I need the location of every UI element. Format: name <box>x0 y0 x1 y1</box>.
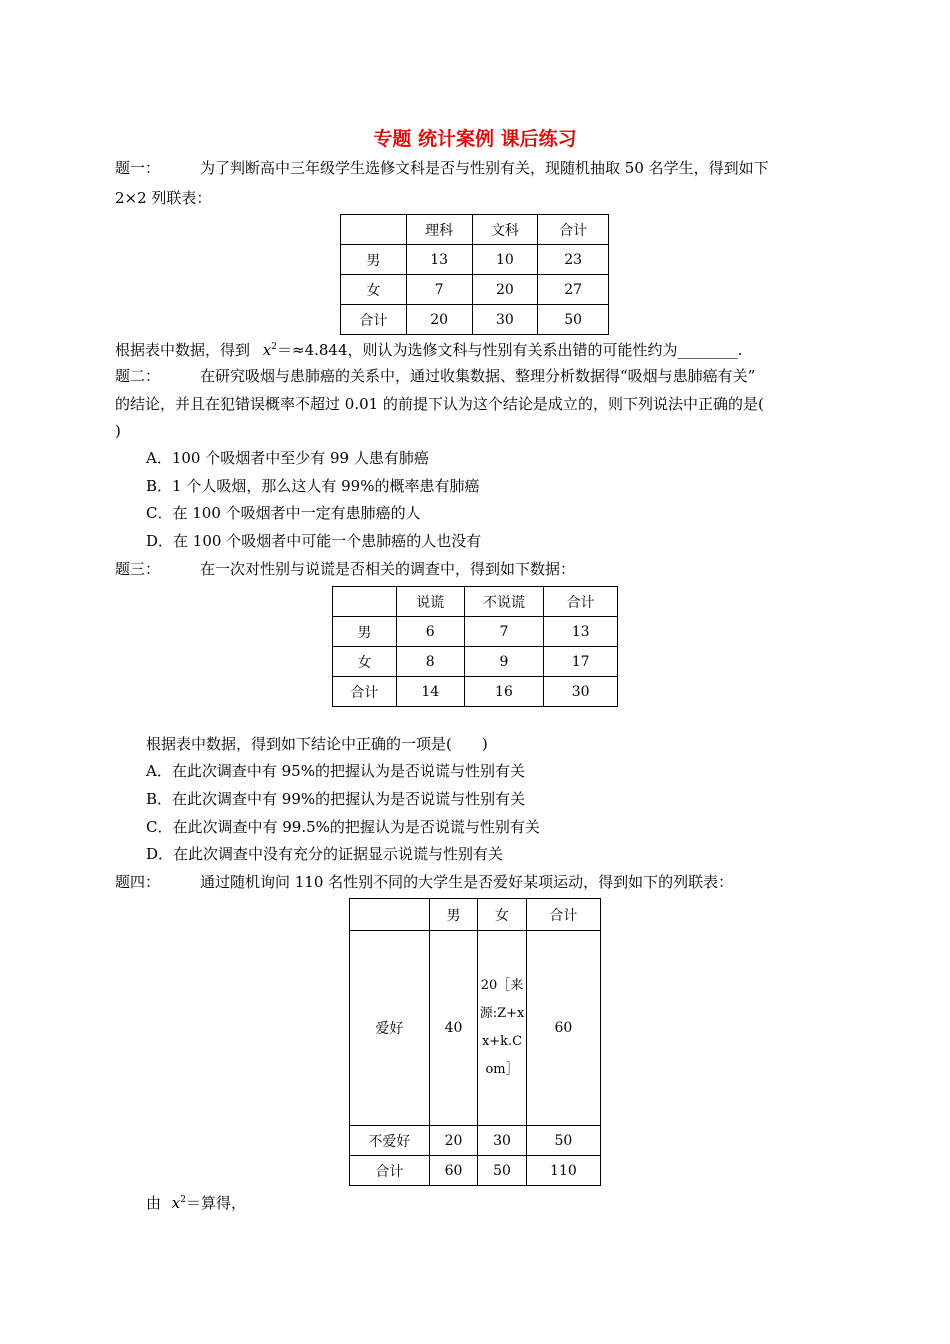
table-cell: 16 <box>464 677 544 707</box>
chi-superscript: 2 <box>271 342 277 352</box>
table-header-cell <box>341 215 407 245</box>
q2-text-line2: 的结论，并且在犯错误概率不超过 0.01 的前提下认为这个结论是成立的，则下列说法中正确的是( <box>115 395 764 413</box>
table-cell: 23 <box>538 245 609 275</box>
table-cell: 13 <box>544 617 618 647</box>
q4-text: 通过随机询问 110 名性别不同的大学生是否爱好某项运动，得到如下的列联表： <box>200 873 734 891</box>
table-cell: 13 <box>406 245 472 275</box>
table-header-cell: 理科 <box>406 215 472 245</box>
q2-option-d: D．在 100 个吸烟者中可能一个患肺癌的人也没有 <box>146 532 482 550</box>
table-cell: 女 <box>333 647 397 677</box>
table-cell: 40 <box>429 931 477 1126</box>
q4-footer-pre: 由 <box>146 1194 162 1212</box>
table-cell: 20 <box>472 275 538 305</box>
table-row <box>333 677 618 707</box>
q3-label: 题三： <box>115 560 161 578</box>
table-header-cell: 男 <box>429 899 477 931</box>
q1-contingency-table <box>340 214 609 335</box>
table-cell: 60 <box>429 1156 477 1186</box>
table-cell: 合计 <box>350 1156 430 1186</box>
q1-text-line1: 为了判断高中三年级学生选修文科是否与性别有关，现随机抽取 50 名学生，得到如下 <box>200 159 769 177</box>
table-header-cell: 不说谎 <box>464 587 544 617</box>
table-header-cell: 合计 <box>544 587 618 617</box>
q1-conclusion <box>115 336 742 361</box>
q4-label: 题四： <box>115 873 161 891</box>
q3-question: 根据表中数据，得到如下结论中正确的一项是( ) <box>146 735 488 753</box>
table-cell: 50 <box>526 1126 600 1156</box>
table-row <box>333 647 618 677</box>
q2-option-a: A．100 个吸烟者中至少有 99 人患有肺癌 <box>146 449 429 467</box>
table-header-cell: 合计 <box>526 899 600 931</box>
table-cell: 合计 <box>341 305 407 335</box>
table-row <box>341 245 609 275</box>
q2-option-b: B．1 个人吸烟，那么这人有 99%的概率患有肺癌 <box>146 477 480 495</box>
table-cell: 27 <box>538 275 609 305</box>
table-header-cell: 文科 <box>472 215 538 245</box>
q3-option-d: D．在此次调查中没有充分的证据显示说谎与性别有关 <box>146 845 504 863</box>
table-header-cell: 说谎 <box>396 587 464 617</box>
table-cell: 17 <box>544 647 618 677</box>
table-row <box>341 275 609 305</box>
chi-symbol: x <box>262 341 272 359</box>
table-cell: 50 <box>478 1156 527 1186</box>
q2-text-line1: 在研究吸烟与患肺癌的关系中，通过收集数据、整理分析数据得“吸烟与患肺癌有关” <box>200 367 756 385</box>
table-cell: 30 <box>544 677 618 707</box>
table-row <box>350 1126 601 1156</box>
table-cell: 女 <box>341 275 407 305</box>
q3-option-c: C．在此次调查中有 99.5%的把握认为是否说谎与性别有关 <box>146 818 540 836</box>
table-cell-source-note: 20［来源:Z+xx+k.Com］ <box>478 931 527 1126</box>
q1-text-line2: 2×2 列联表： <box>115 189 212 207</box>
table-cell: 14 <box>396 677 464 707</box>
q2-option-c: C．在 100 个吸烟者中一定有患肺癌的人 <box>146 504 421 522</box>
q1-conclusion-post: ＝≈4.844，则认为选修文科与性别有关系出错的可能性约为________. <box>277 341 743 359</box>
table-cell: 不爱好 <box>350 1126 430 1156</box>
page-title: 专题 统计案例 课后练习 <box>373 128 577 150</box>
table-row <box>333 617 618 647</box>
table-header-cell: 女 <box>478 899 527 931</box>
table-cell: 8 <box>396 647 464 677</box>
q2-label: 题二： <box>115 367 161 385</box>
q3-text: 在一次对性别与说谎是否相关的调查中，得到如下数据： <box>200 560 576 578</box>
table-row <box>341 305 609 335</box>
q2-text-line3: ) <box>115 422 121 440</box>
table-cell: 60 <box>526 931 600 1126</box>
table-cell: 7 <box>464 617 544 647</box>
table-cell: 6 <box>396 617 464 647</box>
chi-symbol: x <box>171 1194 181 1212</box>
table-header-cell <box>333 587 397 617</box>
table-cell: 30 <box>472 305 538 335</box>
table-cell: 10 <box>472 245 538 275</box>
q3-option-a: A．在此次调查中有 95%的把握认为是否说谎与性别有关 <box>146 762 525 780</box>
table-cell: 合计 <box>333 677 397 707</box>
table-header-cell <box>350 899 430 931</box>
table-cell: 30 <box>478 1126 527 1156</box>
q4-footer <box>146 1189 246 1214</box>
q4-footer-post: ＝算得， <box>186 1194 247 1212</box>
chi-superscript: 2 <box>180 1195 186 1205</box>
q4-contingency-table <box>349 898 601 1186</box>
table-cell: 9 <box>464 647 544 677</box>
table-cell: 20 <box>406 305 472 335</box>
table-cell: 爱好 <box>350 931 430 1126</box>
q1-label: 题一： <box>115 159 161 177</box>
table-cell: 50 <box>538 305 609 335</box>
q3-option-b: B．在此次调查中有 99%的把握认为是否说谎与性别有关 <box>146 790 526 808</box>
table-cell: 男 <box>341 245 407 275</box>
table-row <box>350 931 601 1126</box>
table-row <box>350 1156 601 1186</box>
table-header-cell: 合计 <box>538 215 609 245</box>
table-cell: 20 <box>429 1126 477 1156</box>
q3-contingency-table <box>332 586 618 707</box>
table-cell: 男 <box>333 617 397 647</box>
q1-conclusion-pre: 根据表中数据，得到 <box>115 341 251 359</box>
table-cell: 110 <box>526 1156 600 1186</box>
table-cell: 7 <box>406 275 472 305</box>
